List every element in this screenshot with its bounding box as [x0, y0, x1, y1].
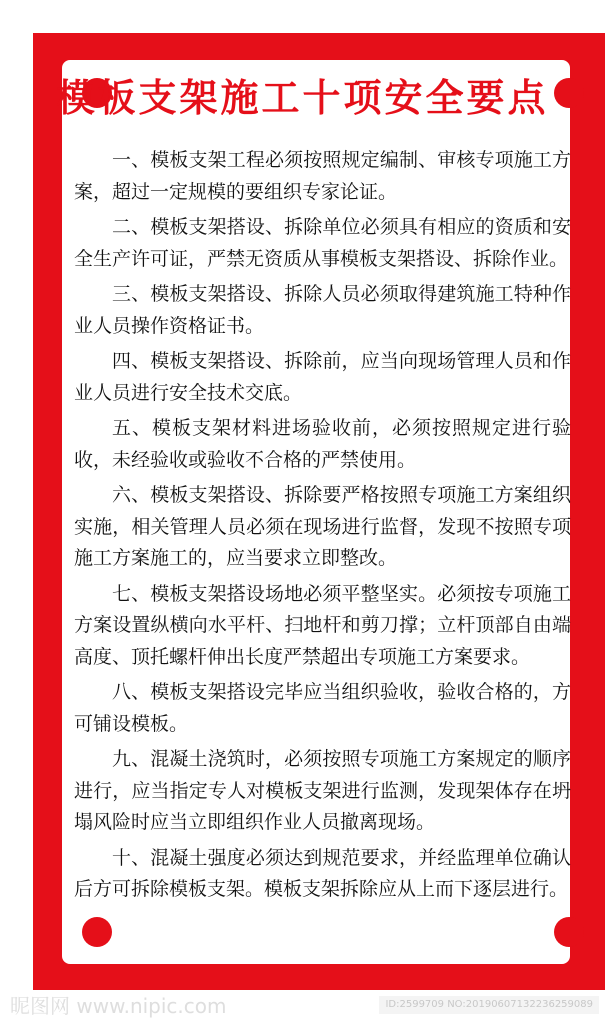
- safety-point-10: 十、混凝土强度必须达到规范要求，并经监理单位确认后方可拆除模板支架。模板支架拆除应从上而下逐层进行。: [74, 846, 571, 900]
- safety-points-list: [74, 145, 571, 910]
- safety-point-7: 七、模板支架搭设场地必须平整坚实。必须按专项施工方案设置纵横向水平杆、扫地杆和剪刀撑；立杆顶部自由端高度、顶托螺杆伸出长度严禁超出专项施工方案要求。: [74, 582, 571, 668]
- watermark-site: 昵图网 www.nipic.com: [10, 994, 227, 1018]
- safety-point-5: 五、模板支架材料进场验收前，必须按照规定进行验收，未经验收或验收不合格的严禁使用。: [74, 417, 571, 471]
- safety-point-4: 四、模板支架搭设、拆除前，应当向现场管理人员和作业人员进行安全技术交底。: [74, 350, 571, 404]
- watermark-id: ID:2599709 NO:20190607132236259089: [379, 996, 599, 1014]
- safety-point-1: 一、模板支架工程必须按照规定编制、审核专项施工方案，超过一定规模的要组织专家论证。: [74, 149, 571, 203]
- sign-title: 模板支架施工十项安全要点: [56, 76, 549, 120]
- corner-notch-bottom-right: [554, 917, 584, 947]
- watermark-bar: [0, 990, 605, 1024]
- safety-point-9: 九、混凝土浇筑时，必须按照专项施工方案规定的顺序进行，应当指定专人对模板支架进行监测，发现架体存在坍塌风险时应当立即组织作业人员撤离现场。: [74, 748, 571, 833]
- safety-point-3: 三、模板支架搭设、拆除人员必须取得建筑施工特种作业人员操作资格证书。: [74, 283, 571, 337]
- corner-notch-bottom-left: [82, 917, 112, 947]
- safety-point-2: 二、模板支架搭设、拆除单位必须具有相应的资质和安全生产许可证，严禁无资质从事模板支架搭设、拆除作业。: [74, 216, 571, 270]
- safety-point-6: 六、模板支架搭设、拆除要严格按照专项施工方案组织实施，相关管理人员必须在现场进行监督，发现不按照专项施工方案施工的，应当要求立即整改。: [74, 484, 571, 569]
- safety-point-8: 八、模板支架搭设完毕应当组织验收，验收合格的，方可铺设模板。: [74, 681, 571, 735]
